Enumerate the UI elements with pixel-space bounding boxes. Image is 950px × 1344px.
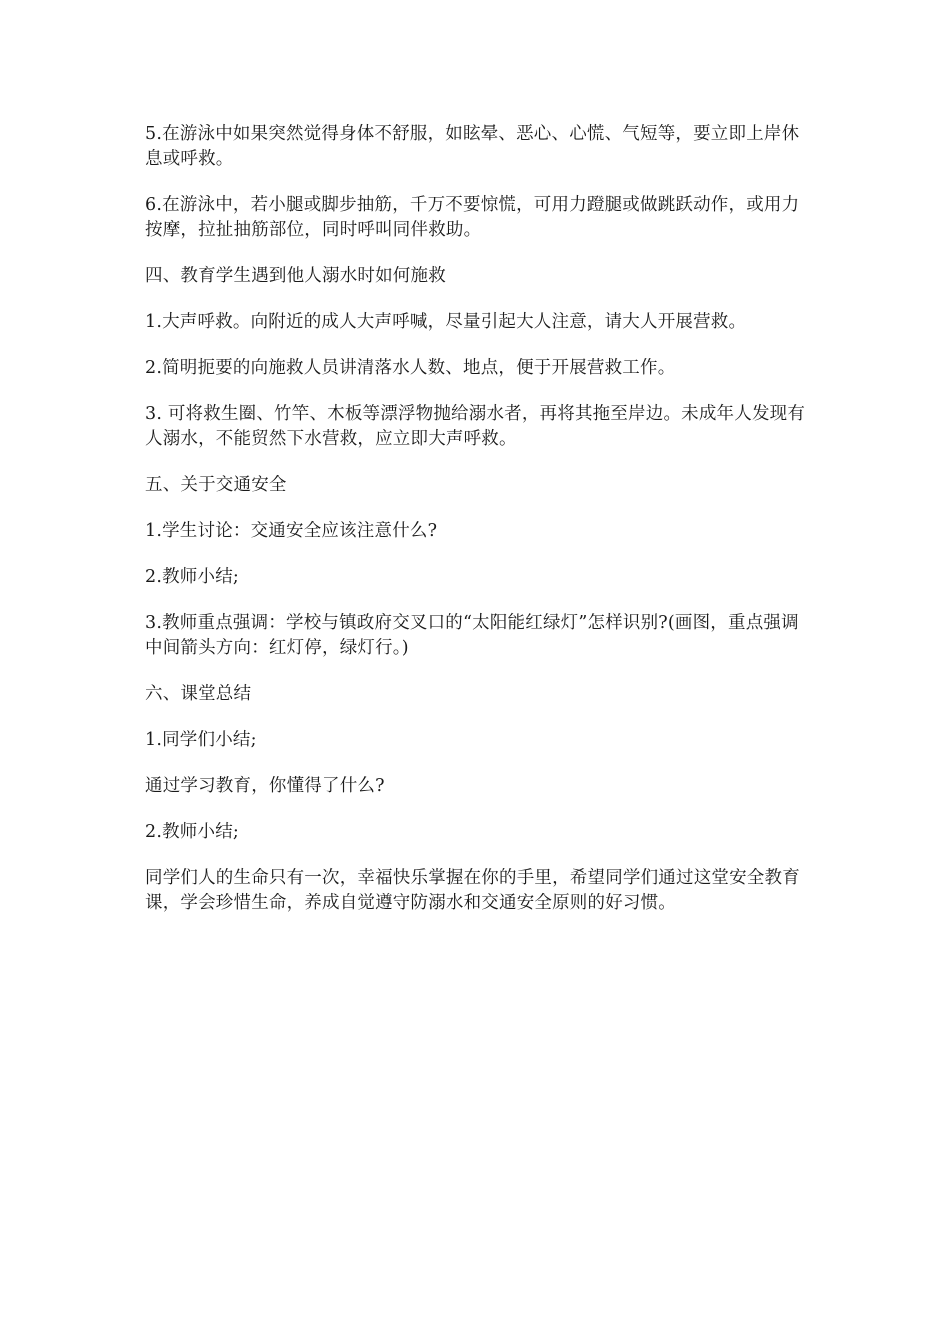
paragraph-rescue-report: 2.简明扼要的向施救人员讲清落水人数、地点，便于开展营救工作。 [145, 358, 676, 378]
paragraph-traffic-emphasis: 3.教师重点强调：学校与镇政府交叉口的“太阳能红绿灯”怎样识别?(画图，重点强调中间箭头方向：红灯停，绿灯行。) [145, 613, 799, 658]
paragraph-swim-cramp: 6.在游泳中，若小腿或脚步抽筋，千万不要惊慌，可用力蹬腿或做跳跃动作，或用力按摩，拉扯抽筋部位，同时呼叫同伴救助。 [145, 195, 800, 240]
paragraph-question: 通过学习教育，你懂得了什么? [145, 776, 385, 796]
paragraph-rescue-float: 3. 可将救生圈、竹竿、木板等漂浮物抛给溺水者，再将其拖至岸边。未成年人发现有人溺水，不能贸然下水营救，应立即大声呼救。 [145, 404, 806, 449]
paragraph-student-summary: 1.同学们小结; [145, 730, 257, 750]
section-heading-summary: 六、课堂总结 [145, 684, 252, 704]
paragraph-rescue-shout: 1.大声呼救。向附近的成人大声呼喊，尽量引起大人注意，请大人开展营救。 [145, 312, 747, 332]
document-body [145, 122, 813, 937]
paragraph-closing: 同学们人的生命只有一次，幸福快乐掌握在你的手里，希望同学们通过这堂安全教育课，学会珍惜生命，养成自觉遵守防溺水和交通安全原则的好习惯。 [145, 868, 800, 913]
section-heading-traffic: 五、关于交通安全 [145, 475, 287, 495]
paragraph-swim-discomfort: 5.在游泳中如果突然觉得身体不舒服，如眩晕、恶心、心慌、气短等，要立即上岸休息或呼救。 [145, 124, 800, 169]
section-heading-rescue: 四、教育学生遇到他人溺水时如何施救 [145, 266, 446, 286]
paragraph-teacher-summary: 2.教师小结; [145, 822, 239, 842]
paragraph-traffic-summary: 2.教师小结; [145, 567, 239, 587]
paragraph-traffic-discussion: 1.学生讨论：交通安全应该注意什么? [145, 521, 438, 541]
